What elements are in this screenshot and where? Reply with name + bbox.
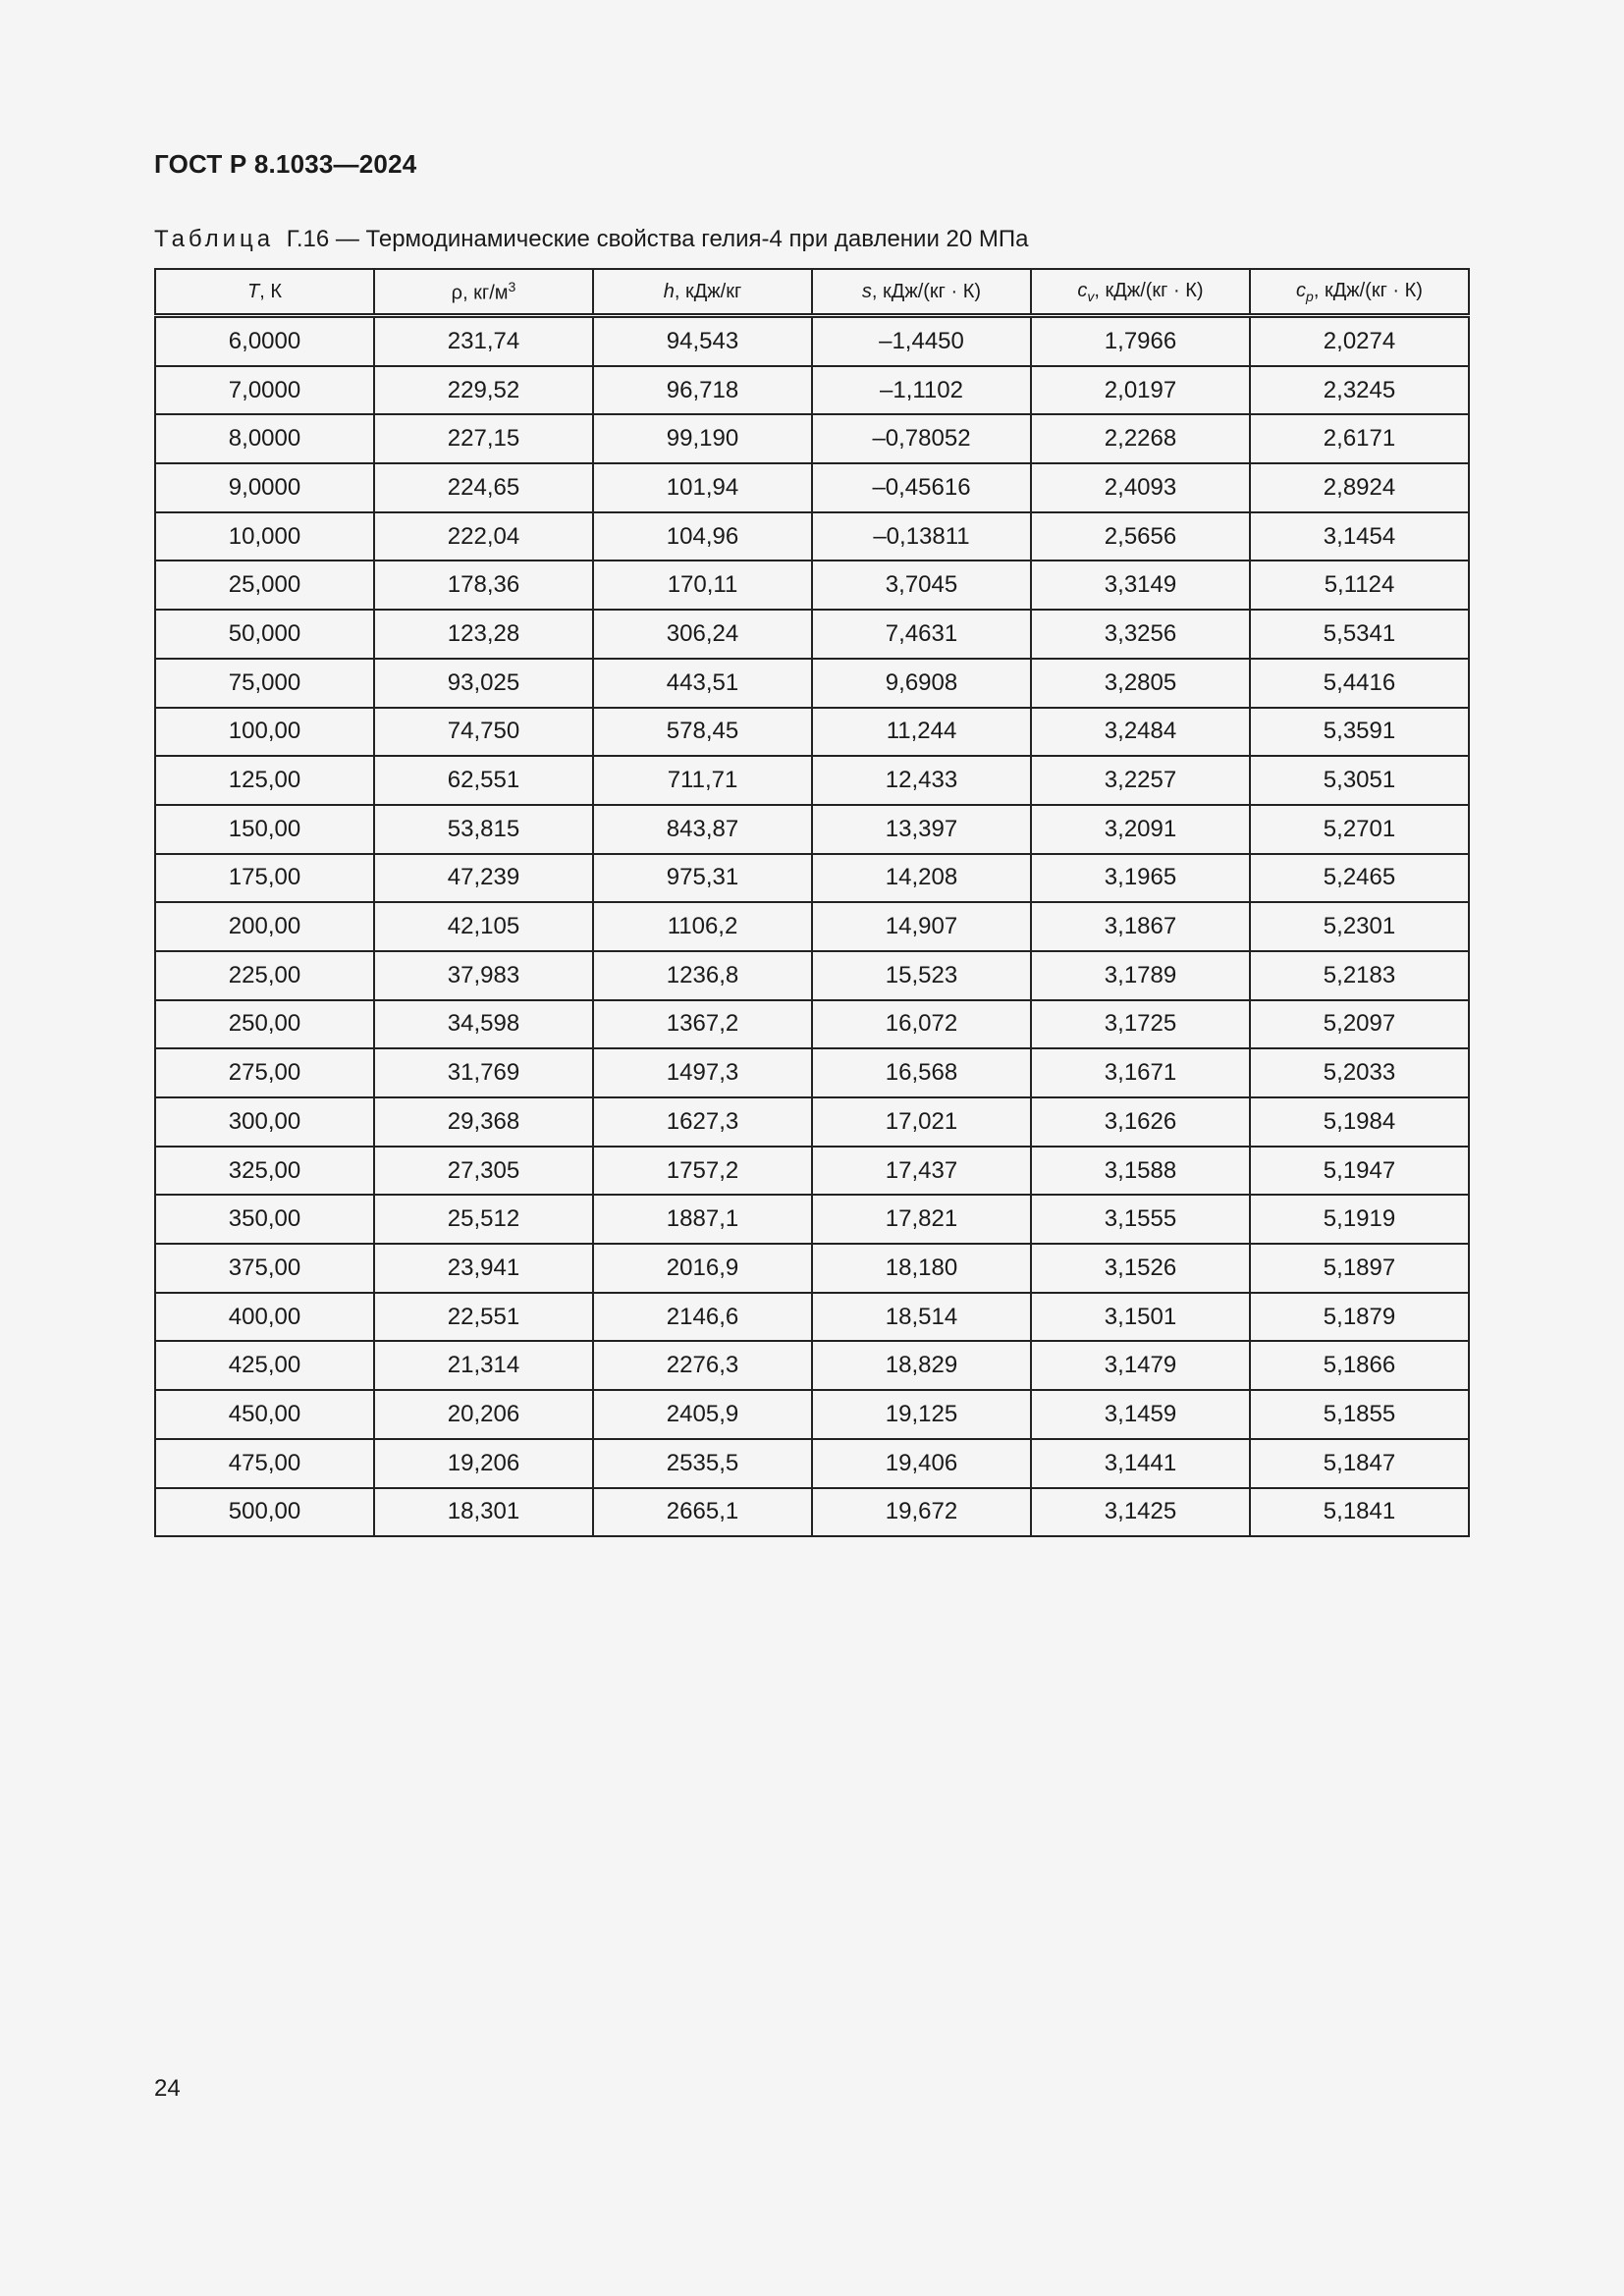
table-cell: 5,3051 (1250, 756, 1469, 805)
table-cell: 47,239 (374, 854, 593, 903)
column-symbol: ρ (451, 282, 463, 304)
table-cell: 1106,2 (593, 902, 812, 951)
table-cell: 250,00 (155, 1000, 374, 1049)
table-cell: 10,000 (155, 512, 374, 561)
table-cell: 425,00 (155, 1341, 374, 1390)
table-cell: 18,301 (374, 1488, 593, 1537)
table-cell: 31,769 (374, 1048, 593, 1097)
table-cell: 13,397 (812, 805, 1031, 854)
table-row (155, 1390, 1469, 1439)
table-cell: 5,2701 (1250, 805, 1469, 854)
table-cell: 101,94 (593, 463, 812, 512)
table-header (155, 269, 1469, 316)
table-row (155, 1341, 1469, 1390)
table-cell: 5,1866 (1250, 1341, 1469, 1390)
table-cell: 12,433 (812, 756, 1031, 805)
table-cell: 3,1454 (1250, 512, 1469, 561)
table-cell: 3,1555 (1031, 1195, 1250, 1244)
table-row (155, 756, 1469, 805)
table-cell: 18,180 (812, 1244, 1031, 1293)
table-cell: 14,208 (812, 854, 1031, 903)
table-cell: 3,1789 (1031, 951, 1250, 1000)
column-subscript: v (1087, 288, 1095, 304)
table-cell: 18,829 (812, 1341, 1031, 1390)
table-cell: 19,672 (812, 1488, 1031, 1537)
table-cell: 74,750 (374, 708, 593, 757)
table-cell: 3,1459 (1031, 1390, 1250, 1439)
table-cell: –0,78052 (812, 414, 1031, 463)
table-cell: 23,941 (374, 1244, 593, 1293)
table-cell: –1,4450 (812, 316, 1031, 366)
table-cell: 975,31 (593, 854, 812, 903)
table-cell: 19,406 (812, 1439, 1031, 1488)
table-cell: 2,0197 (1031, 366, 1250, 415)
table-cell: 325,00 (155, 1147, 374, 1196)
table-cell: 3,2091 (1031, 805, 1250, 854)
table-cell: 843,87 (593, 805, 812, 854)
column-symbol: h (663, 280, 675, 302)
table-cell: 99,190 (593, 414, 812, 463)
table-cell: –1,1102 (812, 366, 1031, 415)
table-cell: 20,206 (374, 1390, 593, 1439)
table-cell: 2,0274 (1250, 316, 1469, 366)
column-unit: , кДж/(кг · К) (871, 280, 982, 302)
table-cell: 9,0000 (155, 463, 374, 512)
table-cell: 2,2268 (1031, 414, 1250, 463)
table-cell: 1887,1 (593, 1195, 812, 1244)
table-cell: 5,1124 (1250, 561, 1469, 610)
page-number: 24 (154, 2075, 181, 2102)
table-caption-prefix: Таблица (154, 226, 275, 252)
table-cell: 104,96 (593, 512, 812, 561)
table-cell: 450,00 (155, 1390, 374, 1439)
table-cell: 3,7045 (812, 561, 1031, 610)
table-cell: 5,2097 (1250, 1000, 1469, 1049)
table-row (155, 366, 1469, 415)
table-cell: 1367,2 (593, 1000, 812, 1049)
column-superscript: 3 (508, 278, 516, 294)
table-cell: 15,523 (812, 951, 1031, 1000)
column-unit: , К (259, 280, 282, 302)
table-cell: 17,821 (812, 1195, 1031, 1244)
table-cell: 475,00 (155, 1439, 374, 1488)
table-cell: 3,3149 (1031, 561, 1250, 610)
table-cell: 1757,2 (593, 1147, 812, 1196)
table-row (155, 1048, 1469, 1097)
table-cell: 21,314 (374, 1341, 593, 1390)
table-cell: 16,072 (812, 1000, 1031, 1049)
table-row (155, 1244, 1469, 1293)
table-cell: 306,24 (593, 610, 812, 659)
table-row (155, 414, 1469, 463)
table-body (155, 316, 1469, 1537)
table-row (155, 561, 1469, 610)
table-cell: 2276,3 (593, 1341, 812, 1390)
table-cell: 5,1855 (1250, 1390, 1469, 1439)
table-cell: 19,206 (374, 1439, 593, 1488)
table-cell: 62,551 (374, 756, 593, 805)
table-cell: 2,3245 (1250, 366, 1469, 415)
table-cell: 11,244 (812, 708, 1031, 757)
column-symbol: c (1077, 279, 1088, 301)
table-row (155, 708, 1469, 757)
table-cell: 2535,5 (593, 1439, 812, 1488)
column-symbol: c (1296, 279, 1307, 301)
table-cell: 5,2301 (1250, 902, 1469, 951)
table-row (155, 659, 1469, 708)
table-cell: 2,5656 (1031, 512, 1250, 561)
table-cell: 8,0000 (155, 414, 374, 463)
table-row (155, 316, 1469, 366)
table-cell: 500,00 (155, 1488, 374, 1537)
table-row (155, 1147, 1469, 1196)
table-cell: 5,1841 (1250, 1488, 1469, 1537)
table-cell: 5,2033 (1250, 1048, 1469, 1097)
table-cell: 22,551 (374, 1293, 593, 1342)
table-row (155, 1097, 1469, 1147)
table-cell: 375,00 (155, 1244, 374, 1293)
table-cell: 75,000 (155, 659, 374, 708)
table-cell: 5,3591 (1250, 708, 1469, 757)
table-row (155, 512, 1469, 561)
column-unit: , кДж/кг (674, 280, 742, 302)
table-cell: 16,568 (812, 1048, 1031, 1097)
table-cell: 5,1919 (1250, 1195, 1469, 1244)
column-unit: , кг/м (462, 282, 509, 304)
table-cell: 300,00 (155, 1097, 374, 1147)
table-cell: 3,1441 (1031, 1439, 1250, 1488)
table-cell: 225,00 (155, 951, 374, 1000)
column-unit: , кДж/(кг · К) (1094, 279, 1204, 301)
column-subscript: p (1306, 288, 1314, 304)
table-cell: 3,1867 (1031, 902, 1250, 951)
table-cell: 5,5341 (1250, 610, 1469, 659)
properties-table (154, 268, 1470, 1537)
table-cell: 18,514 (812, 1293, 1031, 1342)
table-cell: 3,2257 (1031, 756, 1250, 805)
table-cell: 3,1725 (1031, 1000, 1250, 1049)
table-cell: 42,105 (374, 902, 593, 951)
table-cell: 578,45 (593, 708, 812, 757)
table-cell: 3,2484 (1031, 708, 1250, 757)
table-cell: 227,15 (374, 414, 593, 463)
table-cell: 3,1501 (1031, 1293, 1250, 1342)
table-cell: 443,51 (593, 659, 812, 708)
table-cell: 2665,1 (593, 1488, 812, 1537)
table-cell: 25,512 (374, 1195, 593, 1244)
table-cell: 2146,6 (593, 1293, 812, 1342)
table-cell: 7,4631 (812, 610, 1031, 659)
column-header (155, 269, 374, 316)
table-cell: 170,11 (593, 561, 812, 610)
table-cell: 27,305 (374, 1147, 593, 1196)
table-cell: 275,00 (155, 1048, 374, 1097)
table-cell: 125,00 (155, 756, 374, 805)
table-row (155, 1488, 1469, 1537)
table-cell: 178,36 (374, 561, 593, 610)
table-cell: 1,7966 (1031, 316, 1250, 366)
table-cell: 3,1479 (1031, 1341, 1250, 1390)
table-cell: 5,2183 (1250, 951, 1469, 1000)
table-row (155, 805, 1469, 854)
table-cell: 2,4093 (1031, 463, 1250, 512)
table-row (155, 1293, 1469, 1342)
column-symbol: s (861, 280, 872, 302)
table-cell: 3,1526 (1031, 1244, 1250, 1293)
table-cell: 350,00 (155, 1195, 374, 1244)
table-cell: 3,1425 (1031, 1488, 1250, 1537)
table-row (155, 902, 1469, 951)
table-cell: –0,45616 (812, 463, 1031, 512)
document-header: ГОСТ Р 8.1033—2024 (154, 149, 417, 179)
table-cell: 34,598 (374, 1000, 593, 1049)
table-cell: 50,000 (155, 610, 374, 659)
table-cell: 14,907 (812, 902, 1031, 951)
table-cell: 3,1588 (1031, 1147, 1250, 1196)
table-cell: 25,000 (155, 561, 374, 610)
table-cell: 3,1965 (1031, 854, 1250, 903)
table-cell: 5,4416 (1250, 659, 1469, 708)
table-cell: 6,0000 (155, 316, 374, 366)
table-cell: 150,00 (155, 805, 374, 854)
table-cell: 7,0000 (155, 366, 374, 415)
table-cell: 17,021 (812, 1097, 1031, 1147)
table-cell: 96,718 (593, 366, 812, 415)
column-header (1250, 269, 1469, 316)
table-cell: 19,125 (812, 1390, 1031, 1439)
table-row (155, 1195, 1469, 1244)
table-row (155, 854, 1469, 903)
table-row (155, 1439, 1469, 1488)
table-row (155, 463, 1469, 512)
table-cell: 5,1879 (1250, 1293, 1469, 1342)
table-cell: 175,00 (155, 854, 374, 903)
column-unit: , кДж/(кг · К) (1313, 279, 1423, 301)
table-cell: 5,1847 (1250, 1439, 1469, 1488)
table-cell: 222,04 (374, 512, 593, 561)
table-cell: 1627,3 (593, 1097, 812, 1147)
table-cell: 94,543 (593, 316, 812, 366)
table-cell: 2,6171 (1250, 414, 1469, 463)
table-cell: 231,74 (374, 316, 593, 366)
table-cell: 5,2465 (1250, 854, 1469, 903)
table-cell: 224,65 (374, 463, 593, 512)
table-cell: 5,1947 (1250, 1147, 1469, 1196)
table-cell: 93,025 (374, 659, 593, 708)
table-cell: 3,3256 (1031, 610, 1250, 659)
column-header (812, 269, 1031, 316)
table-cell: 2405,9 (593, 1390, 812, 1439)
table-cell: 1236,8 (593, 951, 812, 1000)
table-cell: 229,52 (374, 366, 593, 415)
table-cell: 37,983 (374, 951, 593, 1000)
table-caption-text: Г.16 — Термодинамические свойства гелия-4 при давлении 20 МПа (286, 226, 1029, 252)
column-header (374, 269, 593, 316)
table-caption (154, 226, 1029, 253)
table-cell: –0,13811 (812, 512, 1031, 561)
table-row (155, 951, 1469, 1000)
table-cell: 711,71 (593, 756, 812, 805)
header-row (155, 269, 1469, 316)
table-row (155, 1000, 1469, 1049)
table-cell: 9,6908 (812, 659, 1031, 708)
table-cell: 29,368 (374, 1097, 593, 1147)
table-cell: 3,1626 (1031, 1097, 1250, 1147)
table-cell: 2,8924 (1250, 463, 1469, 512)
table-cell: 400,00 (155, 1293, 374, 1342)
table-cell: 5,1897 (1250, 1244, 1469, 1293)
table-cell: 3,2805 (1031, 659, 1250, 708)
column-header (1031, 269, 1250, 316)
table-cell: 17,437 (812, 1147, 1031, 1196)
table-row (155, 610, 1469, 659)
table-cell: 53,815 (374, 805, 593, 854)
table-cell: 5,1984 (1250, 1097, 1469, 1147)
table-cell: 2016,9 (593, 1244, 812, 1293)
table-cell: 100,00 (155, 708, 374, 757)
table-cell: 3,1671 (1031, 1048, 1250, 1097)
table-cell: 123,28 (374, 610, 593, 659)
table-cell: 1497,3 (593, 1048, 812, 1097)
column-symbol: T (247, 280, 260, 302)
table-cell: 200,00 (155, 902, 374, 951)
column-header (593, 269, 812, 316)
